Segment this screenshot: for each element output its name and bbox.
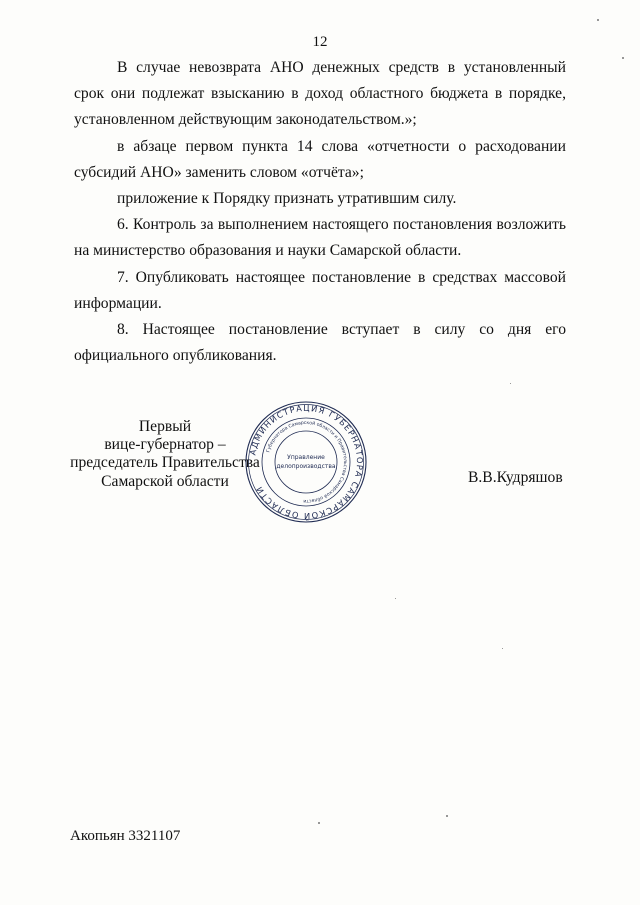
- signatory-title: [62, 418, 268, 491]
- signatory-name: В.В.Кудряшов: [468, 469, 563, 486]
- page-number: 12: [312, 34, 328, 50]
- official-stamp: [243, 399, 369, 525]
- scan-speck: [597, 19, 599, 21]
- stamp-center-line-1: Управление: [287, 454, 325, 461]
- stamp-center-line-2: делопроизводства: [276, 463, 336, 470]
- scan-speck: [395, 598, 396, 599]
- scan-speck: [510, 383, 511, 384]
- svg-text:Губернатора Самарской области: [265, 420, 347, 503]
- stamp-inner-text: Губернатора Самарской области и Правительства Самарской области: [266, 420, 348, 504]
- paragraph-control: 6. Контроль за выполнением настоящего постановления возложить на министерство образования и науки Самарской области.: [74, 216, 566, 260]
- author-line: Акопьян 3321107: [70, 828, 181, 844]
- scan-speck: [446, 815, 448, 817]
- paragraph-amend-14: в абзаце первом пункта 14 слова «отчетности о расходовании субсидий АНО» заменить словом «отчёта»;: [74, 137, 566, 181]
- paragraph-annex: приложение к Порядку признать утратившим силу.: [117, 189, 457, 207]
- signatory-title-line: вице-губернатор –: [104, 436, 226, 454]
- scan-speck: [502, 648, 503, 649]
- body-text: [74, 55, 566, 369]
- stamp-outer-text: АДМИНИСТРАЦИЯ ГУБЕРНАТОРА САМАРСКОЙ ОБЛАСТИ: [247, 402, 366, 522]
- signatory-title-line: Самарской области: [101, 472, 229, 490]
- paragraph-effective: 8. Настоящее постановление вступает в силу со дня его официального опубликования.: [74, 320, 566, 365]
- paragraph-refund: В случае невозврата АНО денежных средств в установленный срок они подлежат взысканию в доход областного бюджета в порядке, установленном действующим законодательством.»;: [74, 59, 566, 129]
- paragraph-publish: 7. Опубликовать настоящее постановление в средствах массовой информации.: [74, 268, 566, 312]
- scan-speck: [622, 57, 624, 59]
- scan-speck: [318, 822, 320, 824]
- signatory-title-line: Первый: [138, 418, 192, 435]
- signatory-title-line: председатель Правительства: [70, 454, 260, 472]
